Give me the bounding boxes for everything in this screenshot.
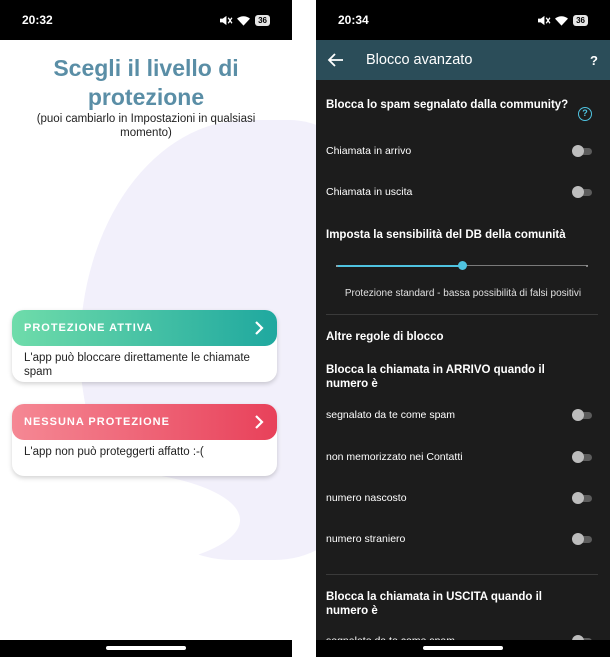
protection-active-option[interactable]	[12, 310, 277, 382]
mute-icon	[219, 15, 232, 26]
outgoing-call-community-row[interactable]: Chiamata in uscita	[326, 183, 594, 201]
option-label: PROTEZIONE ATTIVA	[24, 322, 154, 334]
wifi-icon	[237, 15, 250, 26]
divider	[326, 314, 598, 315]
navigation-bar	[316, 640, 610, 657]
app-bar	[316, 40, 610, 80]
mute-icon	[537, 15, 550, 26]
sensitivity-slider[interactable]	[336, 260, 588, 272]
option-label: NESSUNA PROTEZIONE	[24, 416, 170, 428]
status-time: 20:32	[22, 13, 53, 27]
app-bar-title: Blocco avanzato	[366, 52, 473, 68]
status-bar	[316, 0, 610, 40]
no-protection-option[interactable]	[12, 404, 277, 476]
toggle-switch[interactable]	[572, 451, 594, 463]
back-arrow-icon[interactable]	[328, 53, 344, 67]
divider	[326, 574, 598, 575]
page-title: Scegli il livello di protezione	[53, 55, 239, 110]
status-bar	[0, 0, 292, 40]
toggle-switch[interactable]	[572, 492, 594, 504]
battery-indicator: 36	[573, 15, 588, 26]
toggle-switch[interactable]	[572, 186, 594, 198]
slider-thumb[interactable]	[458, 261, 467, 270]
protection-level-screen	[0, 0, 292, 657]
chevron-right-icon	[253, 320, 265, 336]
incoming-rules-title: Blocca la chiamata in ARRIVO quando il numero è	[326, 364, 545, 390]
toggle-switch[interactable]	[572, 409, 594, 421]
help-button[interactable]: ?	[590, 52, 598, 68]
question-circle-icon[interactable]: ?	[578, 107, 592, 121]
wifi-icon	[555, 15, 568, 26]
navigation-bar	[0, 640, 292, 657]
home-gesture-bar[interactable]	[106, 646, 186, 650]
sensitivity-caption: Protezione standard - bassa possibilità di falsi positivi	[344, 288, 582, 299]
incoming-rule-row[interactable]: numero nascosto	[326, 489, 594, 507]
battery-indicator: 36	[255, 15, 270, 26]
chevron-right-icon	[253, 414, 265, 430]
home-gesture-bar[interactable]	[423, 646, 503, 650]
status-time: 20:34	[338, 13, 369, 27]
option-description: L'app può bloccare direttamente le chiamate spam	[24, 352, 250, 378]
incoming-rule-row[interactable]: numero straniero	[326, 530, 594, 548]
incoming-rule-row[interactable]: non memorizzato nei Contatti	[326, 448, 594, 466]
sensitivity-section-title: Imposta la sensibilità del DB della comunità	[326, 229, 566, 241]
community-section-title: Blocca lo spam segnalato dalla community?	[326, 99, 569, 111]
toggle-switch[interactable]	[572, 145, 594, 157]
incoming-rule-row[interactable]: segnalato da te come spam	[326, 406, 594, 424]
toggle-switch[interactable]	[572, 533, 594, 545]
other-rules-title: Altre regole di blocco	[326, 331, 444, 343]
advanced-blocking-screen	[316, 0, 610, 657]
option-description: L'app non può proteggerti affatto :-(	[24, 446, 204, 458]
page-subtitle: (puoi cambiarlo in Impostazioni in qualsiasi momento)	[36, 113, 256, 139]
incoming-call-community-row[interactable]: Chiamata in arrivo	[326, 142, 594, 160]
outgoing-rules-title: Blocca la chiamata in USCITA quando il numero è	[326, 591, 542, 617]
